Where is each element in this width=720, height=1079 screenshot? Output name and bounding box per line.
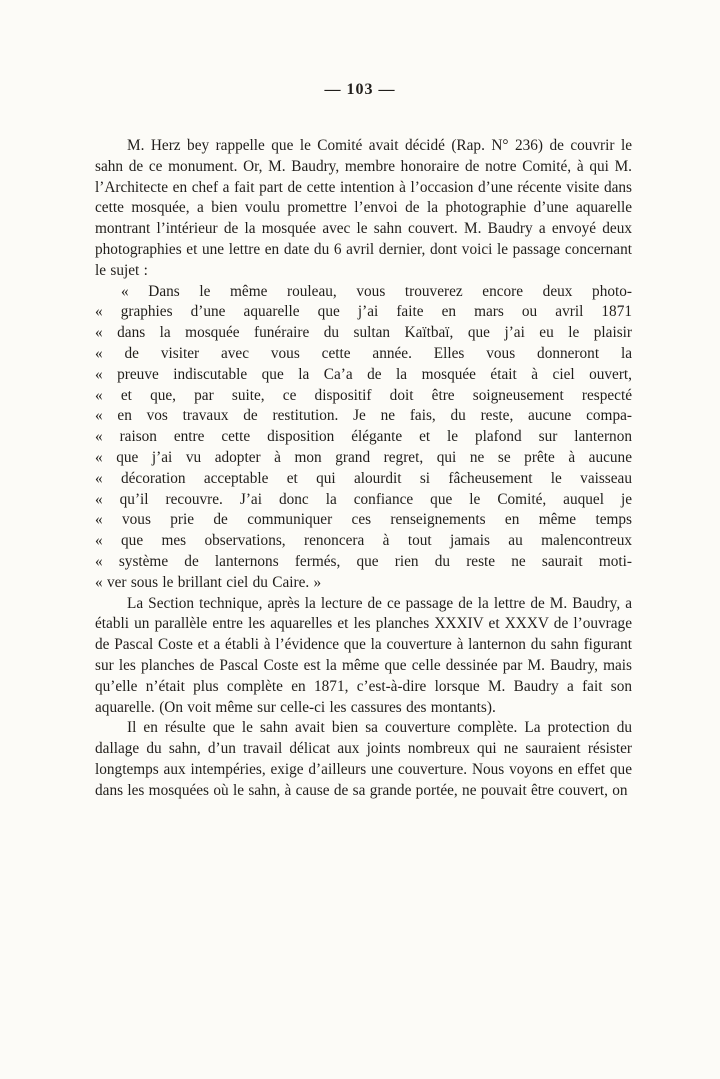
- quote-line: « preuve indiscutable que la Ca’a de la mosquée était à ciel ouvert,: [95, 365, 632, 383]
- quote-line: « Dans le même rouleau, vous trouverez encore deux photo-: [121, 282, 632, 300]
- quote-line: « ver sous le brillant ciel du Caire. »: [95, 573, 322, 591]
- page-number: — 103 —: [324, 81, 396, 98]
- quote-line: « et que, par suite, ce dispositif doit être soigneusement respecté: [95, 386, 632, 404]
- quote-line: « système de lanternons fermés, que rien du reste ne saurait moti-: [95, 552, 632, 570]
- paragraph-conclusion: Il en résulte que le sahn avait bien sa couverture complète. La protection du dallage du sahn, d’un travail délicat aux joints nombreux qui ne sauraient résister longtemps aux intempéries, exige d’ailleurs une couverture. Nous voyons en effet que dans les mosquées où le sahn, à cause de sa grande portée, ne pouvait être couvert, on: [95, 719, 632, 799]
- quote-line: « décoration acceptable et qui alourdit si fâcheusement le vaisseau: [95, 469, 632, 487]
- page-body: [95, 136, 632, 802]
- quote-line: « graphies d’une aquarelle que j’ai faite en mars ou avril 1871: [95, 303, 632, 321]
- paragraph-intro: M. Herz bey rappelle que le Comité avait décidé (Rap. N° 236) de couvrir le sahn de ce monument. Or, M. Baudry, membre honoraire de notre Comité, à qui M. l’Architecte en chef a fait part de cette intention à l’occasion d’une récente visite dans cette mosquée, a bien voulu promettre l’envoi de la photographie d’une aquarelle montrant l’intérieur de la mosquée avec le sahn couvert. M. Baudry a envoyé deux photographies et une lettre en date du 6 avril dernier, dont voici le passage concernant le sujet :: [95, 137, 632, 279]
- quote-line: « raison entre cette disposition élégante et le plafond sur lanternon: [95, 428, 632, 446]
- quote-line: « de visiter avec vous cette année. Elles vous donneront la: [95, 344, 632, 362]
- quote-line: « que mes observations, renoncera à tout jamais au malencontreux: [95, 532, 632, 550]
- quote-line: « dans la mosquée funéraire du sultan Kaïtbaï, que j’ai eu le plaisir: [95, 324, 632, 342]
- quote-line: « qu’il recouvre. J’ai donc la confiance que le Comité, auquel je: [95, 490, 632, 508]
- quote-line: « en vos travaux de restitution. Je ne fais, du reste, aucune compa-: [95, 407, 632, 425]
- paragraph-section-technique: La Section technique, après la lecture de ce passage de la lettre de M. Baudry, a établi un parallèle entre les aquarelles et les planches XXXIV et XXXV de l’ouvrage de Pascal Coste et a établi à l’évidence que la couverture à lanternon du sahn figurant sur les planches de Pascal Coste est la même que celle dessinée par M. Baudry, mais qu’elle n’était plus complète en 1871, c’est-à-dire lorsque M. Baudry a fait son aquarelle. (On voit même sur celle-ci les cassures des montants).: [95, 594, 632, 716]
- quote-line: « vous prie de communiquer ces renseignements en même temps: [95, 511, 632, 529]
- quote-line: « que j’ai vu adopter à mon grand regret, qui ne se prête à aucune: [95, 448, 632, 466]
- quote-block: [95, 282, 632, 594]
